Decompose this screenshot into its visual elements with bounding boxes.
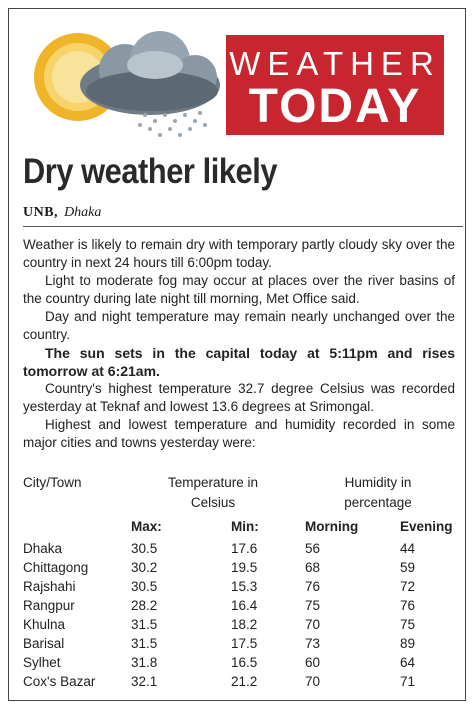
- sun-cloud-rain-icon: [30, 25, 225, 143]
- article-paragraph: Day and night temperature may remain nearly unchanged over the country.: [23, 309, 455, 342]
- cell-max: 31.5: [131, 636, 158, 651]
- article-paragraph: Highest and lowest temperature and humidity recorded in some major cities and towns yesterday were:: [23, 417, 455, 450]
- cell-city: Chittagong: [23, 560, 89, 575]
- cell-city: Barisal: [23, 636, 65, 651]
- cell-morning: 60: [305, 655, 321, 670]
- header-city: City/Town: [23, 475, 82, 490]
- cell-max: 31.8: [131, 655, 158, 670]
- subheader-max: Max:: [131, 519, 162, 534]
- subheader-min: Min:: [231, 519, 259, 534]
- cell-min: 19.5: [231, 560, 258, 575]
- headline: Dry weather likely: [23, 152, 278, 191]
- cell-min: 17.5: [231, 636, 258, 651]
- subheader-morning: Morning: [305, 519, 359, 534]
- cell-morning: 70: [305, 674, 321, 689]
- cell-max: 32.1: [131, 674, 158, 689]
- cell-min: 17.6: [231, 541, 258, 556]
- cell-max: 30.5: [131, 579, 158, 594]
- cell-city: Dhaka: [23, 541, 63, 556]
- article-paragraph-bold: The sun sets in the capital today at 5:11pm and rises tomorrow at 6:21am.: [23, 345, 455, 379]
- cell-max: 30.5: [131, 541, 158, 556]
- cell-morning: 70: [305, 617, 321, 632]
- cell-evening: 59: [400, 560, 416, 575]
- divider: [23, 226, 463, 227]
- cell-city: Sylhet: [23, 655, 61, 670]
- cell-city: Rajshahi: [23, 579, 76, 594]
- byline-place: Dhaka: [64, 205, 102, 220]
- weather-banner: [30, 25, 445, 143]
- byline: [23, 205, 101, 221]
- cell-morning: 56: [305, 541, 321, 556]
- title-weather: WEATHER: [229, 45, 441, 82]
- cell-max: 30.2: [131, 560, 158, 575]
- cell-morning: 76: [305, 579, 321, 594]
- article-paragraph: Weather is likely to remain dry with temporary partly cloudy sky over the country in next 24 hours till 6:00pm today.: [23, 237, 455, 270]
- cell-max: 28.2: [131, 598, 158, 613]
- cell-evening: 71: [400, 674, 416, 689]
- cell-city: Khulna: [23, 617, 66, 632]
- cell-evening: 89: [400, 636, 416, 651]
- cell-min: 18.2: [231, 617, 258, 632]
- header-temperature-1: Temperature in: [167, 475, 259, 490]
- weather-today-title: [226, 35, 444, 135]
- cell-max: 31.5: [131, 617, 158, 632]
- cell-evening: 64: [400, 655, 416, 670]
- header-humidity-1: Humidity in: [344, 475, 412, 490]
- cell-morning: 68: [305, 560, 321, 575]
- title-today: TODAY: [248, 80, 422, 133]
- cell-morning: 73: [305, 636, 321, 651]
- article-body: [23, 236, 455, 452]
- header-temperature-2: Celsius: [190, 495, 236, 510]
- cell-evening: 75: [400, 617, 416, 632]
- article-paragraph: Country's highest temperature 32.7 degree Celsius was recorded yesterday at Teknaf and lowest 13.6 degrees at Srimongal.: [23, 381, 455, 414]
- article-paragraph: Light to moderate fog may occur at places over the river basins of the country during late night till morning, Met Office said.: [23, 273, 455, 306]
- subheader-evening: Evening: [400, 519, 453, 534]
- byline-agency: UNB,: [23, 205, 59, 220]
- cell-min: 16.4: [231, 598, 258, 613]
- cell-min: 21.2: [231, 674, 258, 689]
- cell-evening: 72: [400, 579, 416, 594]
- cell-city: Rangpur: [23, 598, 75, 613]
- cell-min: 15.3: [231, 579, 258, 594]
- header-humidity-2: percentage: [344, 495, 412, 510]
- cell-evening: 44: [400, 541, 416, 556]
- cell-evening: 76: [400, 598, 416, 613]
- cell-min: 16.5: [231, 655, 258, 670]
- cell-city: Cox's Bazar: [23, 674, 96, 689]
- cell-morning: 75: [305, 598, 321, 613]
